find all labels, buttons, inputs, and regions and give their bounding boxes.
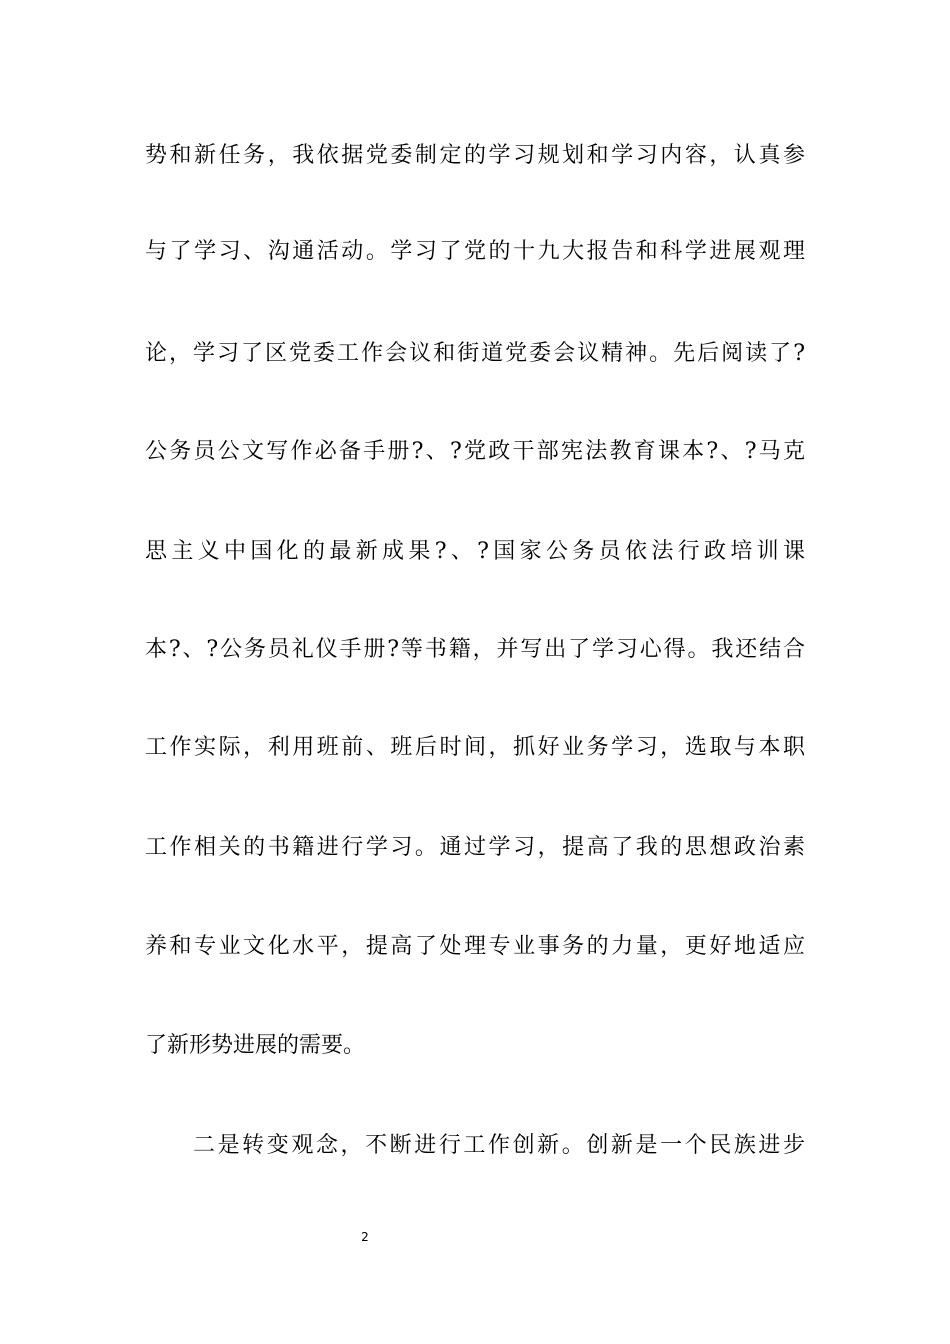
page-number: 2 [361,1230,369,1244]
paragraph-1-line-8: 工作相关的书籍进行学习。通过学习，提高了我的思想政治素 [145,835,805,860]
paragraph-1-line-10: 了新形势进展的需要。 [145,1033,366,1058]
paragraph-2-line-1: 二是转变观念，不断进行工作创新。创新是一个民族进步 [193,1133,805,1158]
paragraph-1-line-2: 与了学习、沟通活动。学习了党的十九大报告和科学进展观理 [145,239,805,264]
paragraph-1-line-7: 工作实际，利用班前、班后时间，抓好业务学习，选取与本职 [145,735,805,760]
paragraph-1-line-6: 本?、?公务员礼仪手册?等书籍，并写出了学习心得。我还结合 [145,637,805,662]
paragraph-1-line-1: 势和新任务，我依据党委制定的学习规划和学习内容，认真参 [145,143,805,168]
paragraph-1-line-9: 养和专业文化水平，提高了处理专业事务的力量，更好地适应 [145,934,805,959]
paragraph-1-line-4: 公务员公文写作必备手册?、?党政干部宪法教育课本?、?马克 [145,439,805,464]
paragraph-1-line-5: 思主义中国化的最新成果?、?国家公务员依法行政培训课 [145,539,805,564]
paragraph-1-line-3: 论，学习了区党委工作会议和街道党委会议精神。先后阅读了? [145,341,805,366]
